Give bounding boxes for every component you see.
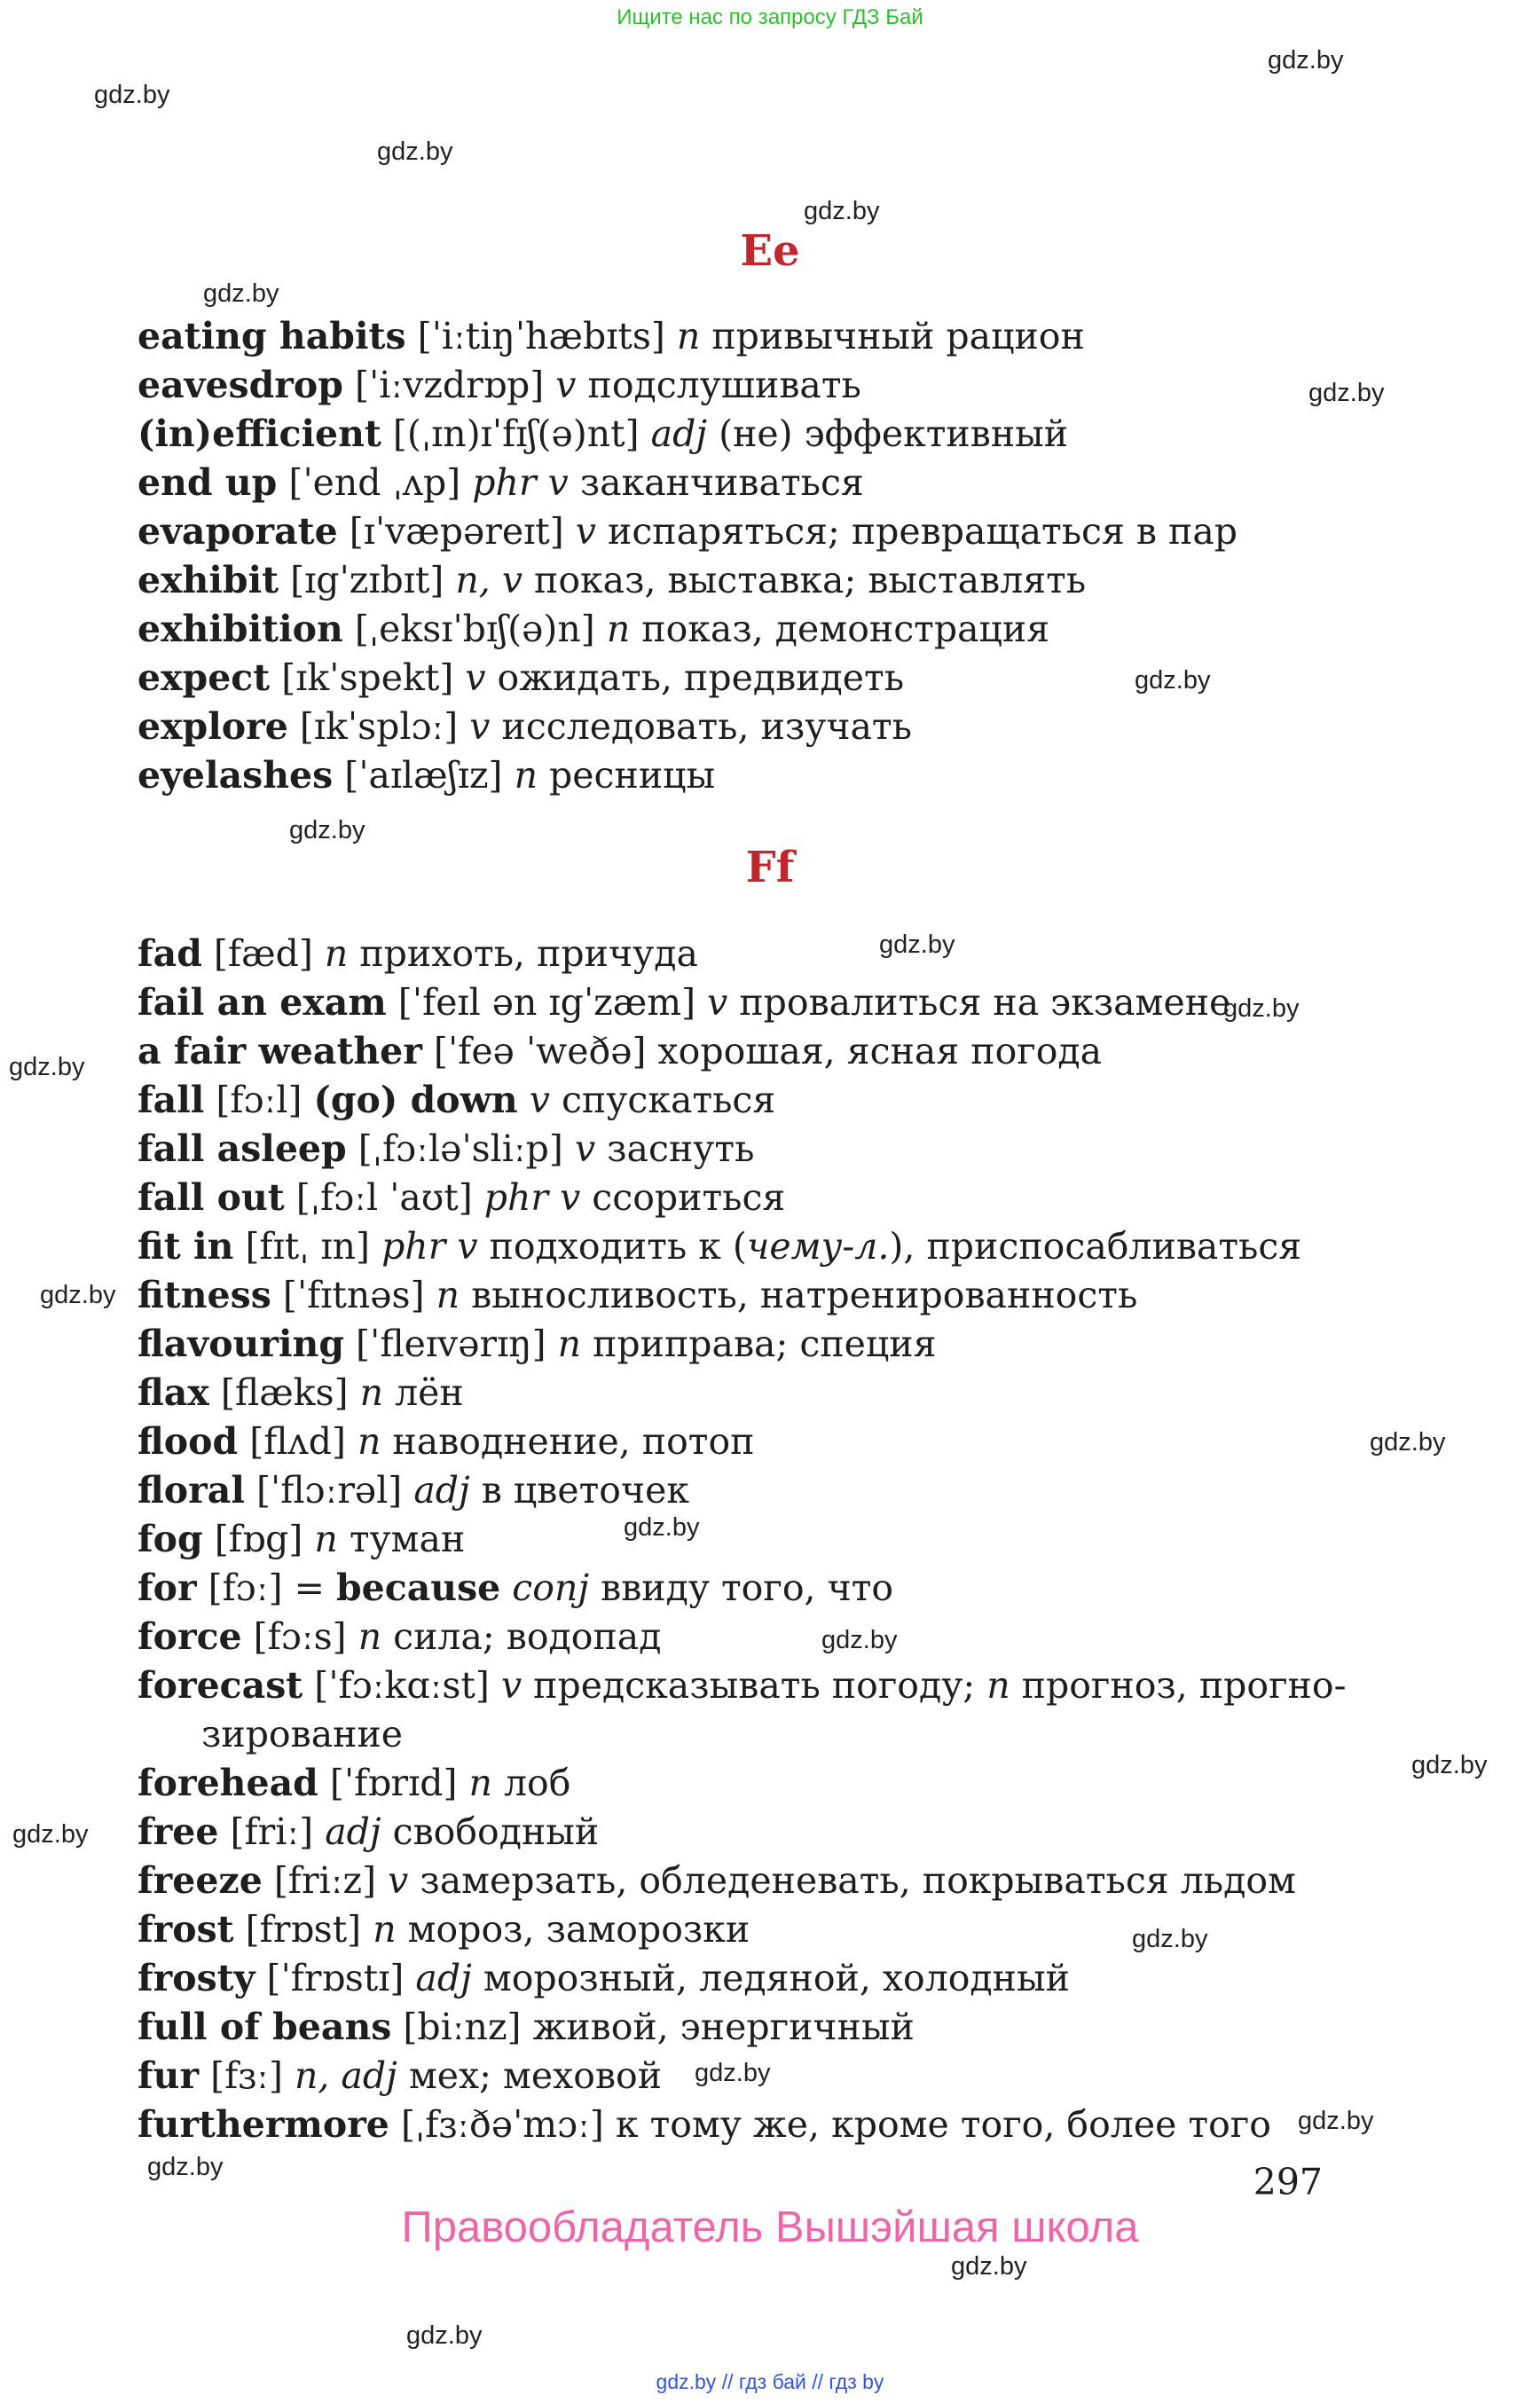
watermark: gdz.by: [40, 1281, 116, 1309]
entry-word: forecast: [138, 1664, 303, 1707]
dictionary-entry: [138, 1661, 1379, 1710]
entry-word: end up: [138, 461, 278, 504]
entry-transcription: [ˈend ˌʌp]: [277, 461, 473, 504]
entry-translation: свободный: [381, 1810, 600, 1853]
watermark: gdz.by: [879, 931, 955, 959]
watermark: gdz.by: [1135, 666, 1211, 695]
dictionary-entry: [138, 361, 1379, 410]
entry-word: frost: [138, 1908, 234, 1951]
entry-translation: исследовать, изучать: [490, 705, 912, 748]
dictionary-entry: [138, 930, 1379, 978]
entry-word: forehead: [138, 1762, 318, 1804]
entry-part-of-speech: adj: [650, 412, 708, 455]
watermark: gdz.by: [1298, 2107, 1374, 2135]
entry-part-of-speech: phr v: [483, 1176, 581, 1219]
entry-transcription: [(ˌɪn)ɪˈfɪʃ(ə)nt]: [381, 412, 651, 455]
entry-word: eavesdrop: [138, 364, 343, 406]
dictionary-entry: [138, 410, 1379, 459]
dictionary-entry: [138, 1954, 1379, 2003]
watermark: gdz.by: [1411, 1751, 1488, 1779]
watermark: gdz.by: [94, 81, 170, 109]
entry-word: a fair weather: [138, 1030, 422, 1072]
entry-translation: сила; водопад: [381, 1615, 662, 1658]
dictionary-entry: [138, 1369, 1379, 1417]
dictionary-entry: [138, 1564, 1379, 1613]
entry-translation: замерзать, обледеневать, покрываться льдом: [408, 1859, 1296, 1902]
entry-transcription: [ˈfeə ˈweðə]: [421, 1030, 658, 1072]
entry-translation: лоб: [491, 1762, 571, 1804]
entry-transcription: [ˈiːtiŋˈhæbɪts]: [405, 315, 677, 357]
entry-translation: в цветочек: [469, 1469, 689, 1512]
section-heading-f: Ff: [745, 843, 795, 892]
watermark: gdz.by: [1132, 1925, 1208, 1953]
copyright-owner: Правообладатель Вышэйшая школа: [401, 2203, 1139, 2251]
entry-transcription: [ˈaɪlæʃɪz]: [333, 754, 515, 797]
entry-word: fall: [138, 1079, 205, 1121]
entry-part-of-speech: n: [314, 1518, 338, 1560]
dictionary-entry: [138, 751, 1379, 800]
dictionary-entry: [138, 1027, 1379, 1076]
entry-part-of-speech-extra: n: [986, 1664, 1010, 1707]
entry-word: fit in: [138, 1225, 234, 1268]
entry-word: fall out: [138, 1176, 285, 1219]
entry-word: expect: [138, 656, 271, 699]
dictionary-entry: [138, 703, 1379, 751]
entry-part-of-speech: conj: [500, 1567, 590, 1609]
entry-word: fail an exam: [138, 981, 387, 1024]
entry-part-of-speech: n: [514, 754, 538, 797]
entry-transcription: [ɪˈvæpəreɪt]: [337, 510, 576, 553]
entry-word: eating habits: [138, 315, 406, 357]
entry-word: for: [138, 1567, 197, 1609]
entry-part-of-speech: n, adj: [294, 2054, 397, 2097]
entry-word: flax: [138, 1371, 209, 1414]
dictionary-entry: [138, 1271, 1379, 1320]
entry-part-of-speech: phr v: [472, 461, 569, 504]
entry-translation: показ, выставка; выставлять: [522, 559, 1087, 601]
entry-part-of-speech: adj: [325, 1810, 381, 1853]
entry-translation-extra: прогноз, прогно-: [1010, 1664, 1347, 1707]
entry-word: fog: [138, 1518, 203, 1560]
entry-transcription: [ˈiːvzdrɒp]: [342, 364, 556, 406]
entry-word: free: [138, 1810, 219, 1853]
entry-transcription: [biːnz]: [391, 2006, 533, 2048]
watermark: gdz.by: [9, 1053, 85, 1081]
entry-transcription: [friːz]: [262, 1859, 389, 1902]
entry-transcription: [fɜː]: [199, 2054, 295, 2097]
entry-transcription: [fɒg]: [202, 1518, 315, 1560]
watermark: gdz.by: [1308, 379, 1385, 407]
dictionary-entry: [138, 1466, 1379, 1515]
entry-transcription: [ˈfɪtnəs]: [271, 1274, 436, 1316]
dictionary-entry: [138, 1759, 1379, 1808]
entry-transcription: [fɪtˌ ɪn]: [233, 1225, 382, 1268]
dictionary-entry: [138, 1417, 1379, 1466]
entry-word: fall asleep: [138, 1127, 347, 1170]
entry-part-of-speech: n: [606, 608, 631, 650]
entry-transcription: [ɪkˈspekt]: [270, 656, 466, 699]
search-banner[interactable]: Ищите нас по запросу ГДЗ Бай: [617, 5, 923, 29]
entry-transcription: [ˈfɒrɪd]: [318, 1762, 469, 1804]
entry-part-of-speech: n: [357, 1420, 381, 1463]
dictionary-entry: [138, 507, 1379, 556]
entry-part-of-speech: v: [465, 656, 486, 699]
watermark: gdz.by: [289, 816, 365, 844]
entry-translation: испаряться; превращаться в пар: [595, 510, 1238, 553]
watermark: gdz.by: [1370, 1428, 1446, 1457]
entry-translation: подходить к (: [477, 1225, 747, 1268]
entry-translation: выносливость, натренированность: [460, 1274, 1138, 1316]
entry-translation: туман: [337, 1518, 466, 1560]
entry-transcription: [flʌd]: [238, 1420, 358, 1463]
entry-part-of-speech: n: [557, 1323, 582, 1365]
watermark: gdz.by: [1268, 46, 1344, 75]
entry-transcription: [ˌeksɪˈbɪʃ(ə)n]: [342, 608, 607, 650]
watermark: gdz.by: [12, 1820, 89, 1849]
entry-part-of-speech: n: [358, 1615, 382, 1658]
entry-translation: наводнение, потоп: [381, 1420, 755, 1463]
watermark: gdz.by: [377, 137, 453, 166]
entry-part-of-speech: v: [707, 981, 728, 1024]
entry-translation: морозный, ледяной, холодный: [471, 1957, 1070, 1999]
dictionary-entry: [138, 1174, 1379, 1222]
entry-translation: заснуть: [595, 1127, 755, 1170]
entry-transcription: [ˈfrɒstɪ]: [255, 1957, 416, 1999]
entry-transcription: [fɔːs]: [241, 1615, 358, 1658]
entry-word: fitness: [138, 1274, 271, 1316]
watermark: gdz.by: [821, 1626, 898, 1654]
section-e-entries: [138, 312, 1379, 800]
entry-part-of-speech: n: [373, 1908, 397, 1951]
entry-transcription: [ˈflɔːrəl]: [244, 1469, 414, 1512]
entry-translation: хорошая, ясная погода: [657, 1030, 1103, 1072]
watermark: gdz.by: [695, 2059, 771, 2087]
entry-transcription: [ˌfɔːləˈsliːp]: [346, 1127, 575, 1170]
watermark: gdz.by: [951, 2252, 1027, 2281]
dictionary-entry: [138, 459, 1379, 507]
entry-continuation: зирование: [201, 1713, 404, 1755]
entry-transcription: [ˈfeɪl ən ɪgˈzæm]: [386, 981, 708, 1024]
section-f-entries: [138, 930, 1379, 2149]
entry-translation: лён: [383, 1371, 464, 1414]
entry-translation: ввиду того, что: [589, 1567, 894, 1609]
entry-word: exhibit: [138, 559, 279, 601]
entry-transcription: [fɔːl]: [204, 1079, 314, 1121]
dictionary-entry: [138, 1076, 1379, 1125]
entry-word: freeze: [138, 1859, 263, 1902]
entry-part-of-speech: n: [676, 315, 701, 357]
entry-word: floral: [138, 1469, 245, 1512]
entry-transcription: [ˈfleɪvərɪŋ]: [344, 1323, 558, 1365]
entry-word: exhibition: [138, 608, 343, 650]
entry-part-of-speech: v: [555, 364, 577, 406]
dictionary-entry: [138, 1613, 1379, 1661]
dictionary-entry: [138, 2003, 1379, 2052]
dictionary-entry: [138, 1320, 1379, 1369]
dictionary-entry: [138, 2101, 1379, 2149]
dictionary-entry: [138, 1808, 1379, 1857]
entry-word: furthermore: [138, 2103, 389, 2146]
entry-transcription: [frɒst]: [233, 1908, 373, 1951]
entry-word: fad: [138, 932, 202, 975]
entry-transcription: [ˈfɔːkɑːst]: [302, 1664, 501, 1707]
watermark: gdz.by: [624, 1513, 700, 1542]
entry-part-of-speech-extra: чему-л.: [746, 1225, 890, 1268]
dictionary-entry: [138, 605, 1379, 654]
entry-part-of-speech: n: [468, 1762, 492, 1804]
entry-translation: ссориться: [580, 1176, 786, 1219]
entry-translation: спускаться: [549, 1079, 776, 1121]
entry-transcription: [friː]: [218, 1810, 326, 1853]
entry-word: full of beans: [138, 2006, 392, 2048]
entry-translation-extra: ), приспосабливаться: [889, 1225, 1302, 1268]
entry-part-of-speech: n: [324, 932, 349, 975]
entry-part-of-speech: n: [359, 1371, 384, 1414]
entry-word: force: [138, 1615, 242, 1658]
entry-translation: приправа; специя: [581, 1323, 937, 1365]
entry-part-of-speech: adj: [415, 1957, 472, 1999]
entry-word-extra: (go) down: [313, 1079, 518, 1121]
entry-part-of-speech: v: [388, 1859, 409, 1902]
entry-translation: заканчиваться: [568, 461, 864, 504]
entry-translation: мороз, заморозки: [396, 1908, 750, 1951]
entry-translation: ресницы: [538, 754, 716, 797]
entry-transcription: [fɔː] =: [196, 1567, 336, 1609]
dictionary-entry: [138, 312, 1379, 361]
dictionary-entry: [138, 654, 1379, 703]
section-heading-e: Ee: [740, 226, 800, 276]
dictionary-entry: [138, 1857, 1379, 1905]
entry-part-of-speech: v: [517, 1079, 550, 1121]
dictionary-entry: [138, 1515, 1379, 1564]
entry-transcription: [ɪgˈzɪbɪt]: [279, 559, 456, 601]
entry-transcription: [ɪkˈsplɔː]: [287, 705, 470, 748]
entry-part-of-speech: phr v: [381, 1225, 478, 1268]
watermark: gdz.by: [804, 197, 880, 225]
entry-part-of-speech: n: [436, 1274, 460, 1316]
watermark: gdz.by: [203, 279, 279, 308]
dictionary-entry: [138, 978, 1379, 1027]
dictionary-entry: [138, 1710, 1379, 1759]
entry-word-extra: because: [336, 1567, 501, 1609]
dictionary-entry: [138, 2052, 1379, 2101]
dictionary-entry: [138, 1905, 1379, 1954]
entry-transcription: [fæd]: [201, 932, 325, 975]
entry-translation: (не) эффективный: [707, 412, 1069, 455]
entry-translation: привычный рацион: [700, 315, 1085, 357]
entry-transcription: [ˌfɔːl ˈaʊt]: [284, 1176, 484, 1219]
watermark: gdz.by: [406, 2321, 483, 2350]
bottom-banner[interactable]: gdz.by // гдз бай // гдз by: [656, 2370, 884, 2393]
entry-translation: провалиться на экзамене: [727, 981, 1231, 1024]
entry-word: flavouring: [138, 1323, 345, 1365]
entry-translation: живой, энергичный: [532, 2006, 915, 2048]
entry-translation: предсказывать погоду;: [522, 1664, 987, 1707]
entry-word: flood: [138, 1420, 239, 1463]
entry-part-of-speech: v: [469, 705, 491, 748]
entry-word: frosty: [138, 1957, 255, 1999]
watermark: gdz.by: [1223, 994, 1300, 1023]
entry-part-of-speech: n, v: [455, 559, 522, 601]
entry-translation: мех; меховой: [397, 2054, 663, 2097]
entry-translation: показ, демонстрация: [630, 608, 1050, 650]
dictionary-entry: [138, 1222, 1379, 1271]
page-number: 297: [1253, 2161, 1323, 2203]
entry-translation: к тому же, кроме того, более того: [615, 2103, 1271, 2146]
entry-translation: подслушивать: [576, 364, 861, 406]
entry-word: evaporate: [138, 510, 338, 553]
entry-translation: ожидать, предвидеть: [485, 656, 905, 699]
dictionary-entry: [138, 556, 1379, 605]
entry-part-of-speech: v: [500, 1664, 522, 1707]
entry-transcription: [flæks]: [208, 1371, 360, 1414]
entry-word: explore: [138, 705, 288, 748]
entry-part-of-speech: v: [574, 1127, 596, 1170]
dictionary-entry: [138, 1125, 1379, 1174]
entry-transcription: [ˌfɜːðəˈmɔː]: [389, 2103, 616, 2146]
entry-translation: прихоть, причуда: [348, 932, 698, 975]
entry-word: eyelashes: [138, 754, 334, 797]
entry-word: (in)efficient: [138, 412, 381, 455]
watermark: gdz.by: [147, 2153, 224, 2181]
entry-word: fur: [138, 2054, 200, 2097]
entry-part-of-speech: adj: [413, 1469, 470, 1512]
entry-part-of-speech: v: [575, 510, 596, 553]
